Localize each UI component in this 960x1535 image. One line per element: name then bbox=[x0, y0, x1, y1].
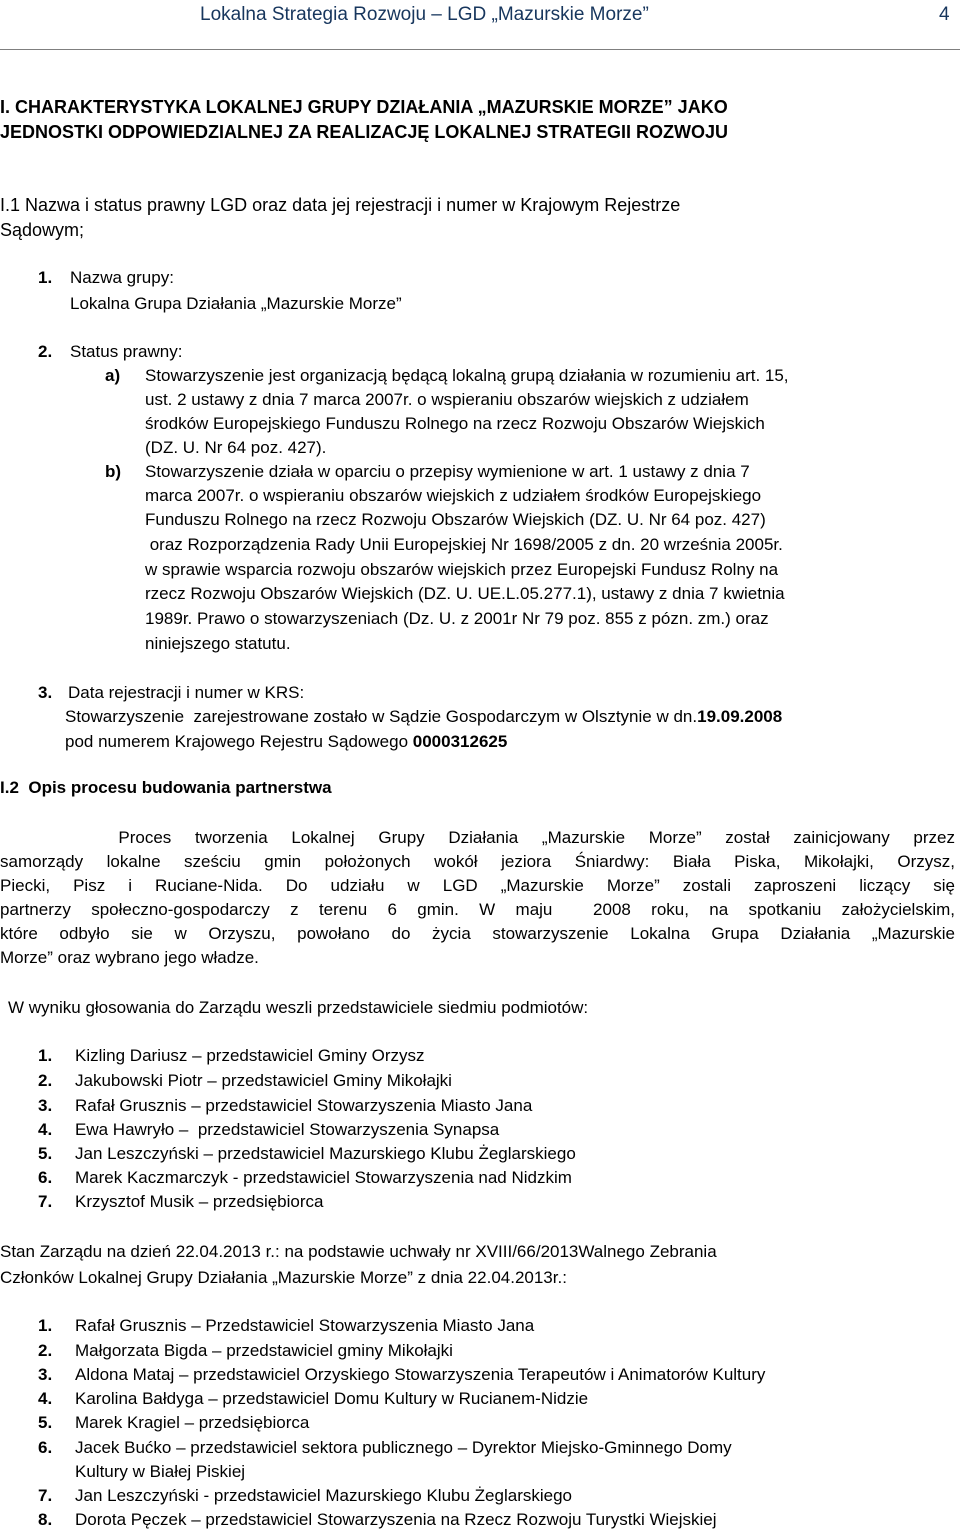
board-first-number: 7. bbox=[38, 1192, 53, 1211]
board-current-number: 4. bbox=[38, 1389, 53, 1408]
krs-line-1 bbox=[65, 707, 782, 727]
item-2b-line: w sprawie wsparcia rozwoju obszarów wiejskich przez Europejski Fundusz Rolny na bbox=[145, 560, 779, 579]
board-current-item: Marek Kragiel – przedsiębiorca bbox=[75, 1413, 310, 1432]
chapter-heading-line-1: I. CHARAKTERYSTYKA LOKALNEJ GRUPY DZIAŁANIA „MAZURSKIE MORZE” JAKO bbox=[0, 97, 728, 117]
board-first-item: Marek Kaczmarczyk - przedstawiciel Stowarzyszenia nad Nidzkim bbox=[75, 1168, 572, 1187]
item-3-number: 3. bbox=[38, 683, 53, 702]
item-2b-line: marca 2007r. o wspieraniu obszarów wiejskich z udziałem środków Europejskiego bbox=[145, 486, 762, 505]
item-2b-line: oraz Rozporządzenia Rady Unii Europejskiej Nr 1698/2005 z dn. 20 września 2005r. bbox=[145, 535, 783, 554]
paragraph-line: partnerzy społeczno-gospodarczy z terenu 6 gmin. W maju 2008 roku, na spotkaniu założycielskim, bbox=[0, 900, 955, 919]
item-2b-line: Funduszu Rolnego na rzecz Rozwoju Obszarów Wiejskich (DZ. U. Nr 64 poz. 427) bbox=[145, 510, 766, 529]
board-first-number: 4. bbox=[38, 1120, 53, 1139]
item-2a-line: środków Europejskiego Funduszu Rolnego na rzecz Rozwoju Obszarów Wiejskich bbox=[145, 414, 765, 433]
board-first-item: Kizling Dariusz – przedstawiciel Gminy Orzysz bbox=[75, 1046, 425, 1065]
board-current-item: Karolina Bałdyga – przedstawiciel Domu Kultury w Rucianem-Nidzie bbox=[75, 1389, 589, 1408]
board-first-item: Rafał Grusznis – przedstawiciel Stowarzyszenia Miasto Jana bbox=[75, 1096, 533, 1115]
board-current-number: 2. bbox=[38, 1341, 53, 1360]
board-first-item: Ewa Hawryło – przedstawiciel Stowarzyszenia Synapsa bbox=[75, 1120, 500, 1139]
paragraph-line: Morze” oraz wybrano jego władze. bbox=[0, 948, 259, 967]
board-first-number: 6. bbox=[38, 1168, 53, 1187]
board-first-number: 2. bbox=[38, 1071, 53, 1090]
board-first-number: 1. bbox=[38, 1046, 53, 1065]
section-heading-line-2: Sądowym; bbox=[0, 220, 85, 240]
board-current-item: Rafał Grusznis – Przedstawiciel Stowarzyszenia Miasto Jana bbox=[75, 1316, 535, 1335]
item-2b-line: 1989r. Prawo o stowarzyszeniach (Dz. U. z 2001r Nr 79 poz. 855 z pózn. zm.) oraz bbox=[145, 609, 769, 628]
item-2b-line: niniejszego statutu. bbox=[145, 634, 291, 653]
board-current-number: 7. bbox=[38, 1486, 53, 1505]
page-number: 4 bbox=[939, 4, 950, 25]
running-header-title: Lokalna Strategia Rozwoju – LGD „Mazurskie Morze” bbox=[200, 4, 649, 25]
paragraph-line: które odbyło sie w Orzyszu, powołano do życia stowarzyszenie Lokalna Grupa Działania „Mazurskie bbox=[0, 924, 955, 943]
board-current-item: Jan Leszczyński - przedstawiciel Mazurskiego Klubu Żeglarskiego bbox=[75, 1486, 572, 1505]
item-2-number: 2. bbox=[38, 342, 53, 361]
item-2a-line: ust. 2 ustawy z dnia 7 marca 2007r. o wspieraniu obszarów wiejskich z udziałem bbox=[145, 390, 749, 409]
krs-line-2 bbox=[65, 732, 507, 752]
section-1-2-heading: I.2 Opis procesu budowania partnerstwa bbox=[0, 778, 332, 797]
item-2a-line: (DZ. U. Nr 64 poz. 427). bbox=[145, 438, 327, 457]
registration-date: 19.09.2008 bbox=[697, 707, 783, 726]
item-1-value: Lokalna Grupa Działania „Mazurskie Morze” bbox=[70, 294, 402, 313]
item-2-label: Status prawny: bbox=[70, 342, 183, 361]
board-current-item: Małgorzata Bigda – przedstawiciel gminy Mikołajki bbox=[75, 1341, 453, 1360]
board-first-item: Jan Leszczyński – przedstawiciel Mazurskiego Klubu Żeglarskiego bbox=[75, 1144, 576, 1163]
krs-number: 0000312625 bbox=[412, 732, 508, 751]
item-1-number: 1. bbox=[38, 268, 53, 287]
item-2b-marker: b) bbox=[105, 462, 122, 481]
paragraph-line: Piecki, Pisz i Ruciane-Nida. Do udziału w LGD „Mazurskie Morze” zostali zaproszeni liczący się bbox=[0, 876, 955, 895]
header-divider bbox=[0, 49, 960, 50]
section-heading-line-1: I.1 Nazwa i status prawny LGD oraz data jej rejestracji i numer w Krajowym Rejestrze bbox=[0, 195, 681, 215]
board-current-number: 6. bbox=[38, 1438, 53, 1457]
board-status-line-1: Stan Zarządu na dzień 22.04.2013 r.: na podstawie uchwały nr XVIII/66/2013Walnego Zebrania bbox=[0, 1242, 717, 1261]
board-current-number: 1. bbox=[38, 1316, 53, 1335]
board-current-number: 8. bbox=[38, 1510, 53, 1529]
paragraph-line: Proces tworzenia Lokalnej Grupy Działania „Mazurskie Morze” został zainicjowany przez bbox=[0, 828, 955, 847]
item-2b-line: Stowarzyszenie działa w oparciu o przepisy wymienione w art. 1 ustawy z dnia 7 bbox=[145, 462, 750, 481]
board-first-item: Jakubowski Piotr – przedstawiciel Gminy Mikołajki bbox=[75, 1071, 452, 1090]
board-current-number: 3. bbox=[38, 1365, 53, 1384]
item-2b-line: rzecz Rozwoju Obszarów Wiejskich (DZ. U. UE.L.05.277.1), ustawy z dnia 7 kwietnia bbox=[145, 584, 785, 603]
board-status-line-2: Członków Lokalnej Grupy Działania „Mazurskie Morze” z dnia 22.04.2013r.: bbox=[0, 1268, 567, 1287]
item-3-label: Data rejestracji i numer w KRS: bbox=[68, 683, 305, 702]
vote-intro: W wyniku głosowania do Zarządu weszli przedstawiciele siedmiu podmiotów: bbox=[8, 998, 589, 1017]
board-first-item: Krzysztof Musik – przedsiębiorca bbox=[75, 1192, 324, 1211]
board-current-item: Kultury w Białej Piskiej bbox=[75, 1462, 246, 1481]
krs-line-1-text: Stowarzyszenie zarejestrowane zostało w Sądzie Gospodarczym w Olsztynie w dn. bbox=[65, 707, 698, 726]
item-2a-marker: a) bbox=[105, 366, 121, 385]
board-first-number: 5. bbox=[38, 1144, 53, 1163]
item-2a-line: Stowarzyszenie jest organizacją będącą lokalną grupą działania w rozumieniu art. 15, bbox=[145, 366, 789, 385]
board-current-number: 5. bbox=[38, 1413, 53, 1432]
board-current-item: Jacek Bućko – przedstawiciel sektora publicznego – Dyrektor Miejsko-Gminnego Domy bbox=[75, 1438, 732, 1457]
paragraph-line: samorządy lokalne sześciu gmin położonych wokół jeziora Śniardwy: Biała Piska, Mikołajki, Orzysz, bbox=[0, 852, 955, 871]
chapter-heading-line-2: JEDNOSTKI ODPOWIEDZIALNEJ ZA REALIZACJĘ LOKALNEJ STRATEGII ROZWOJU bbox=[0, 122, 729, 142]
item-1-label: Nazwa grupy: bbox=[70, 268, 174, 287]
board-first-number: 3. bbox=[38, 1096, 53, 1115]
board-current-item: Aldona Mataj – przedstawiciel Orzyskiego Stowarzyszenia Terapeutów i Animatorów Kultury bbox=[75, 1365, 766, 1384]
board-current-item: Dorota Pęczek – przedstawiciel Stowarzyszenia na Rzecz Rozwoju Turystki Wiejskiej bbox=[75, 1510, 717, 1529]
krs-line-2-text: pod numerem Krajowego Rejestru Sądowego bbox=[65, 732, 413, 751]
